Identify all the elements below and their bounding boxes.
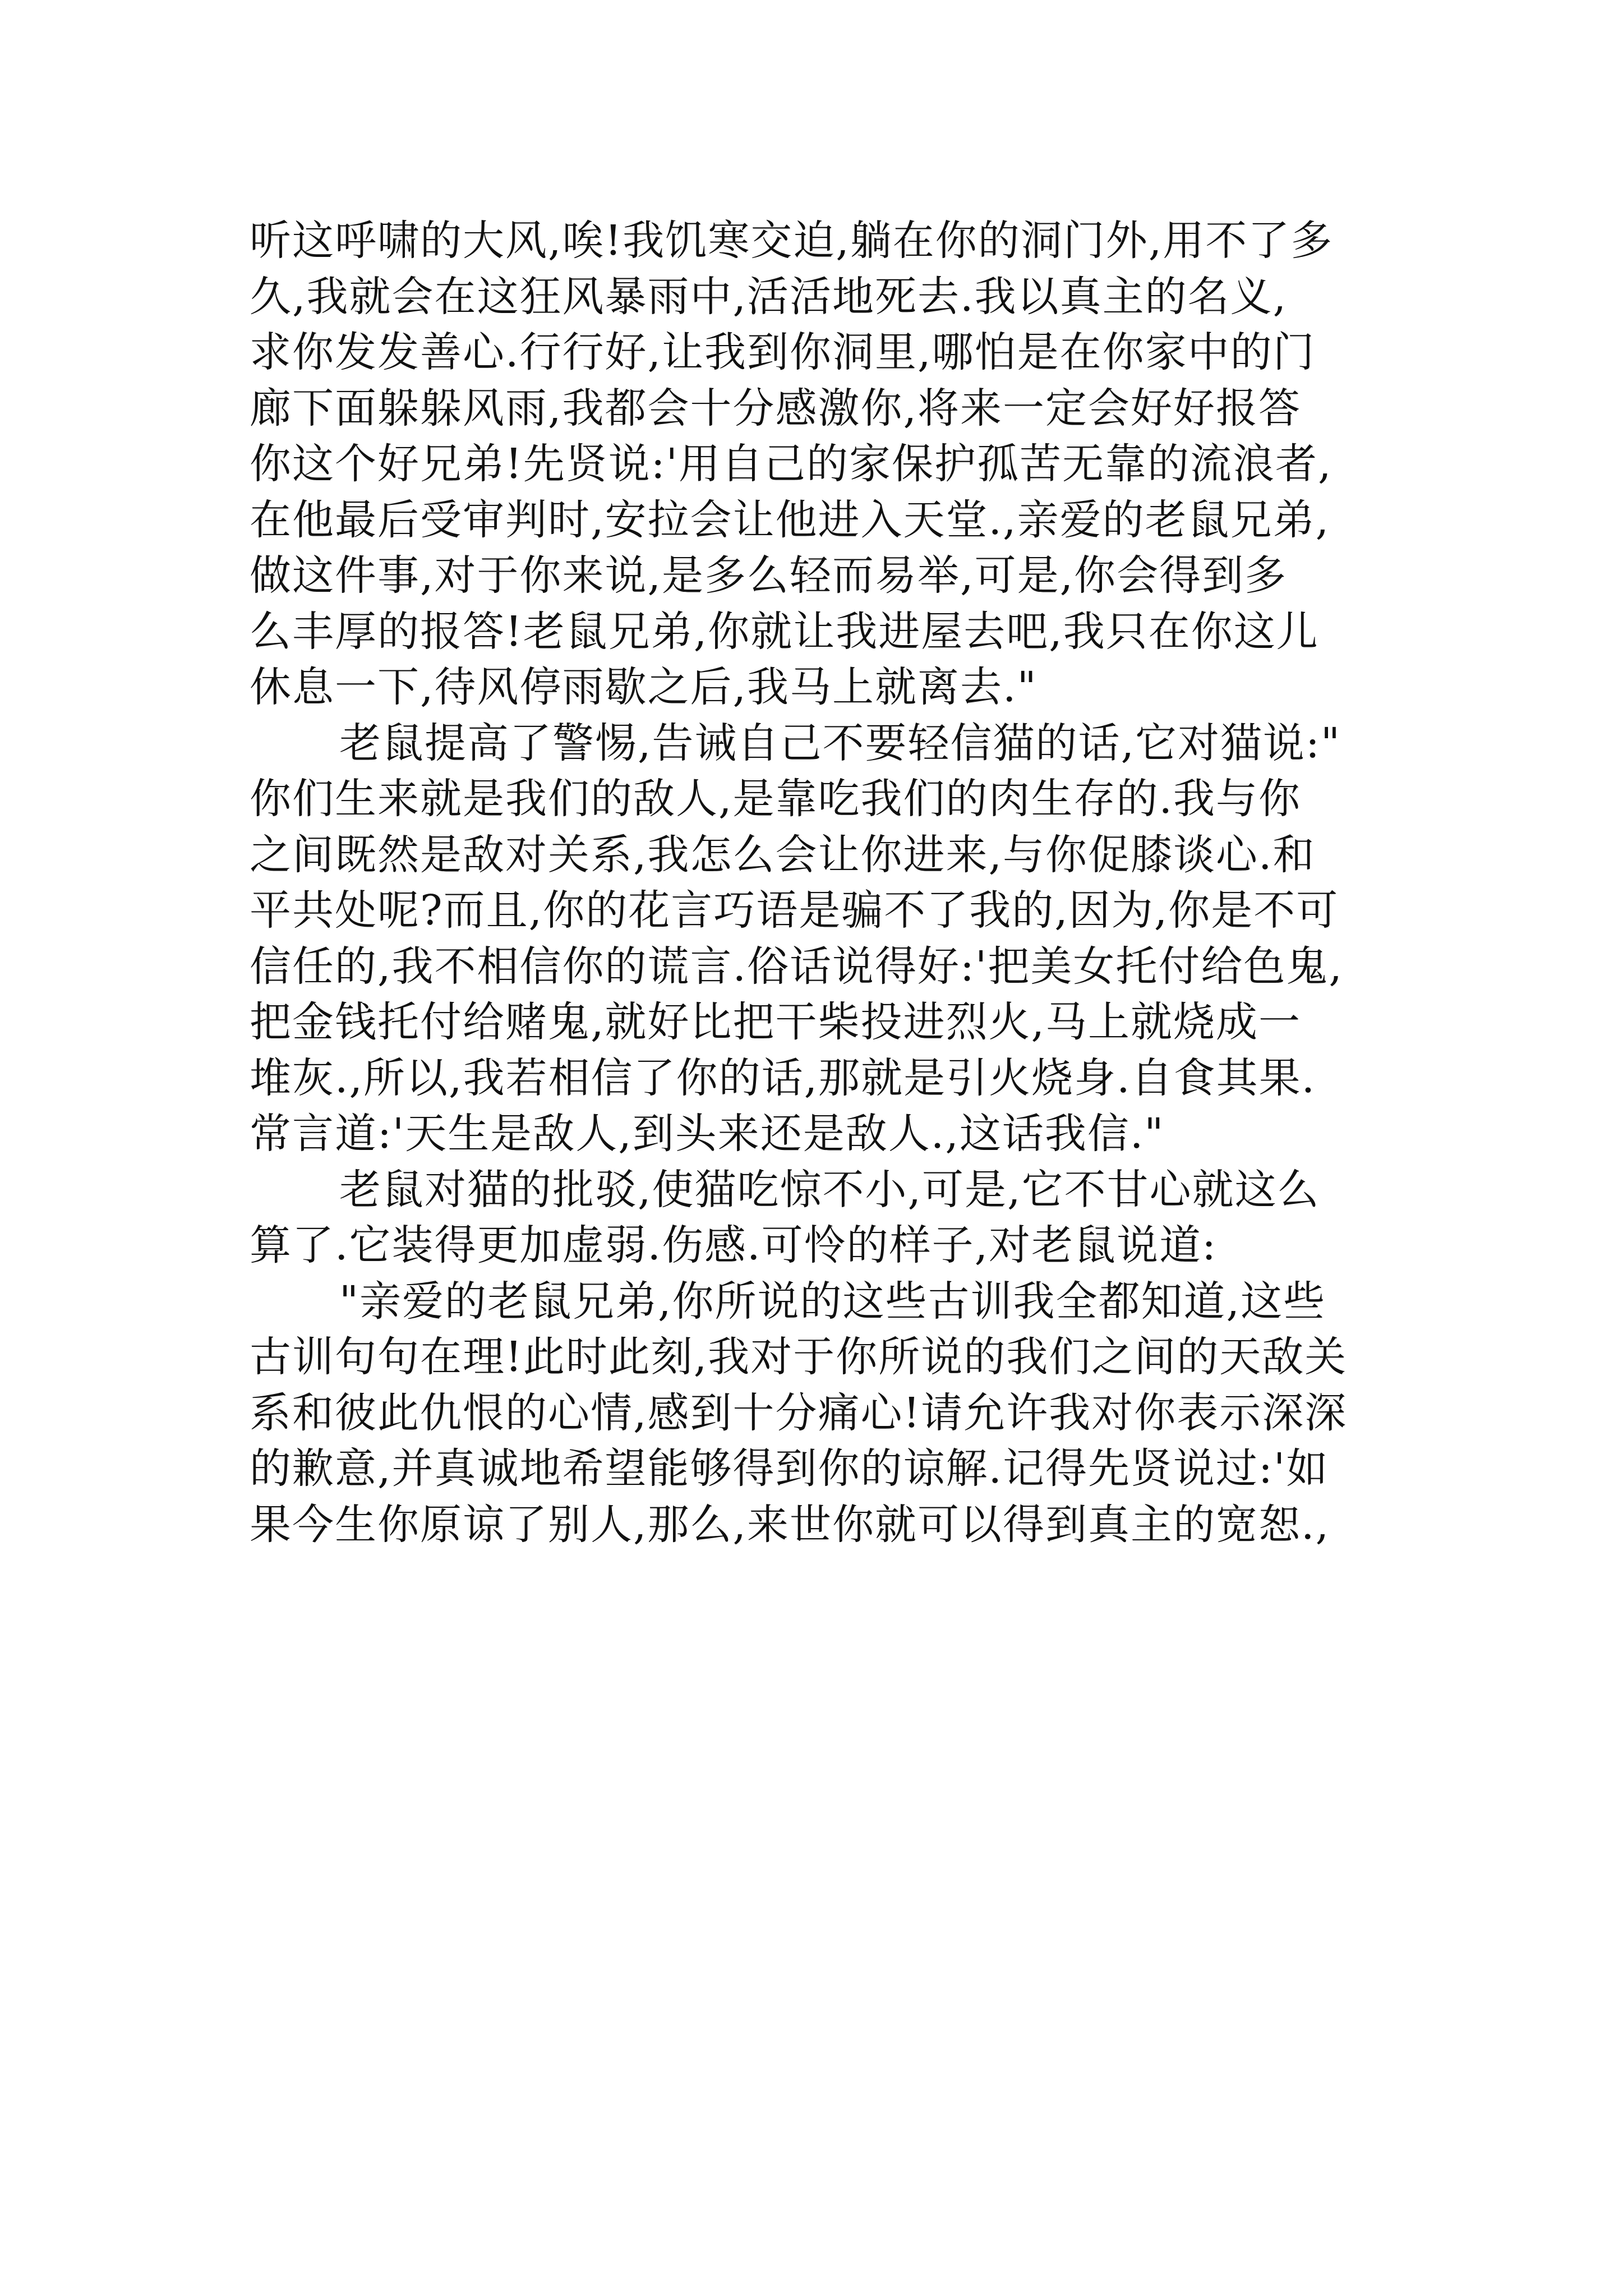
text-line: 么丰厚的报答!老鼠兄弟,你就让我进屋去吧,我只在你这儿	[250, 607, 1319, 656]
text-line: 堆灰.,所以,我若相信了你的话,那就是引火烧身.自食其果.	[250, 1053, 1316, 1102]
text-line: 平共处呢?而且,你的花言巧语是骗不了我的,因为,你是不可	[250, 886, 1339, 935]
text-line: 休息一下,待风停雨歇之后,我马上就离去."	[250, 663, 1038, 711]
body-text	[250, 213, 1394, 1553]
text-line: 在他最后受审判时,安拉会让他进入天堂.,亲爱的老鼠兄弟,	[250, 495, 1330, 544]
text-line: 古训句句在理!此时此刻,我对于你所说的我们之间的天敌关	[250, 1333, 1348, 1381]
text-line: 信任的,我不相信你的谎言.俗话说得好:'把美女托付给色鬼,	[250, 942, 1343, 991]
text-line: 系和彼此仇恨的心情,感到十分痛心!请允许我对你表示深深	[250, 1388, 1348, 1437]
text-line: 你这个好兄弟!先贤说:'用自己的家保护孤苦无靠的流浪者,	[250, 440, 1332, 488]
text-line: 算了.它装得更加虚弱.伤感.可怜的样子,对老鼠说道:	[250, 1221, 1218, 1269]
text-line: 老鼠提高了警惕,告诫自己不要轻信猫的话,它对猫说:"	[339, 719, 1341, 767]
text-line: 做这件事,对于你来说,是多么轻而易举,可是,你会得到多	[250, 551, 1288, 600]
text-line: 常言道:'天生是敌人,到头来还是敌人.,这话我信."	[250, 1110, 1165, 1158]
text-line: 廊下面躲躲风雨,我都会十分感激你,将来一定会好好报答	[250, 384, 1302, 432]
text-line: 求你发发善心.行行好,让我到你洞里,哪怕是在你家中的门	[250, 328, 1316, 376]
text-line: "亲爱的老鼠兄弟,你所说的这些古训我全都知道,这些	[339, 1277, 1326, 1326]
text-line: 的歉意,并真诚地希望能够得到你的谅解.记得先贤说过:'如	[250, 1444, 1329, 1493]
text-line: 听这呼啸的大风,唉!我饥寒交迫,躺在你的洞门外,用不了多	[250, 217, 1334, 265]
text-line: 果今生你原谅了别人,那么,来世你就可以得到真主的宽恕.,	[250, 1500, 1330, 1549]
text-line: 你们生来就是我们的敌人,是靠吃我们的肉生存的.我与你	[250, 775, 1302, 823]
text-line: 老鼠对猫的批驳,使猫吃惊不小,可是,它不甘心就这么	[339, 1165, 1320, 1214]
text-line: 之间既然是敌对关系,我怎么会让你进来,与你促膝谈心.和	[250, 830, 1316, 879]
text-line: 把金钱托付给赌鬼,就好比把干柴投进烈火,马上就烧成一	[250, 998, 1302, 1046]
text-line: 久,我就会在这狂风暴雨中,活活地死去.我以真主的名义,	[250, 272, 1288, 321]
